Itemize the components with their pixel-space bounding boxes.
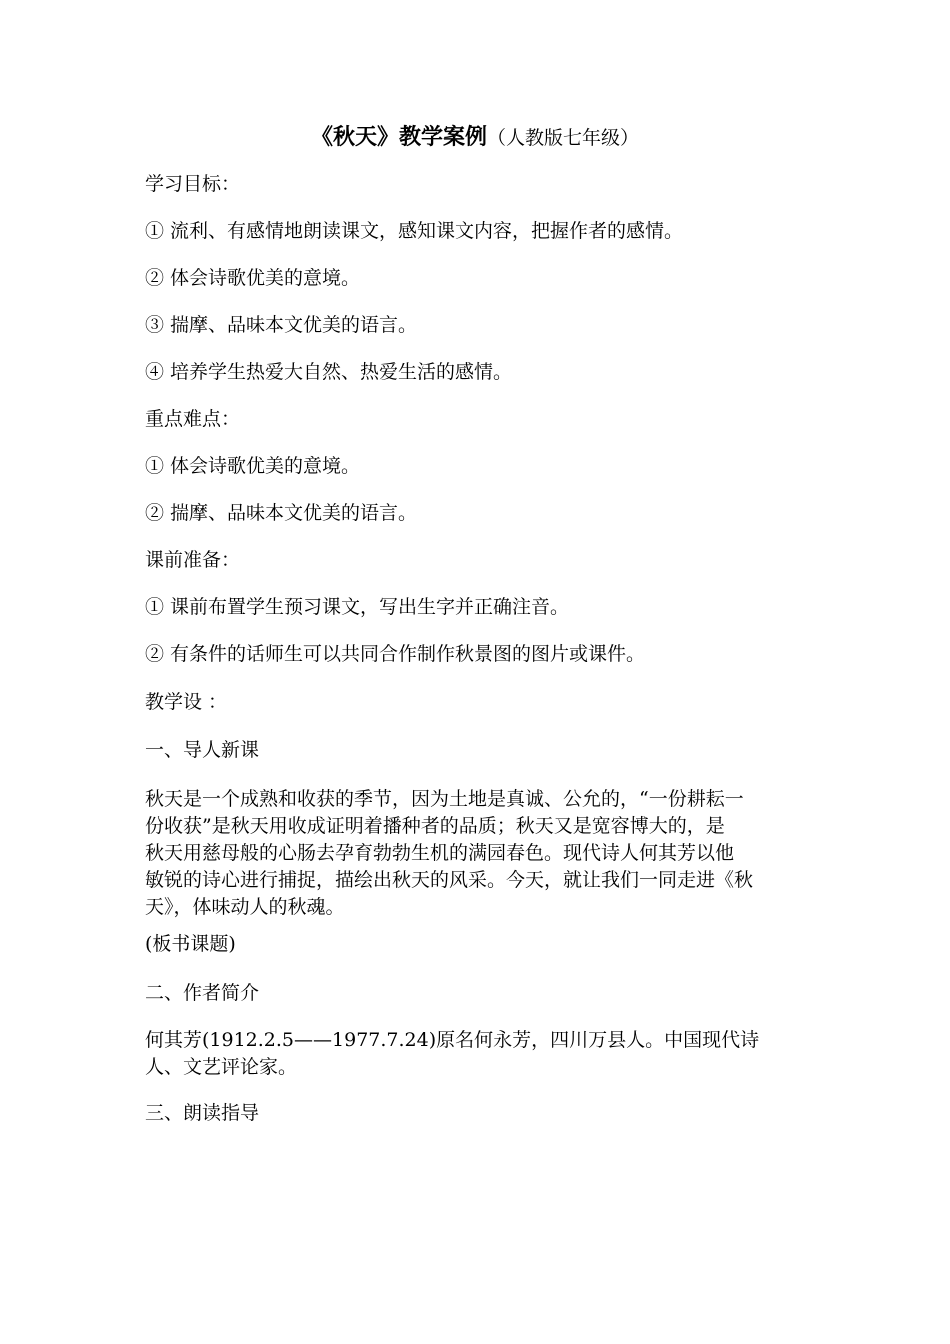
objective-item-3: ③ 揣摩、品味本文优美的语言。 — [145, 314, 418, 336]
title-main: 《秋天》教学案例 — [310, 124, 487, 150]
paragraph-line: 秋天是一个成熟和收获的季节，因为土地是真诚、公允的，“一份耕耘一 — [145, 788, 744, 810]
key-point-item-2: ② 揣摩、品味本文优美的语言。 — [145, 502, 418, 524]
paragraph-line: 人、文艺评论家。 — [145, 1056, 298, 1078]
board-note: (板书课题) — [145, 933, 236, 955]
preparation-heading: 课前准备： — [145, 549, 241, 571]
document-title — [0, 120, 950, 155]
section-1-heading: 一、导人新课 — [145, 739, 260, 761]
paragraph-line: 份收获”是秋天用收成证明着播种者的品质；秋天又是宽容博大的，是 — [145, 815, 725, 837]
title-subtitle: （人教版七年级） — [487, 127, 640, 149]
section-2-heading: 二、作者简介 — [145, 982, 260, 1004]
section-1-paragraph — [145, 786, 810, 921]
objective-item-1: ① 流利、有感情地朗读课文，感知课文内容，把握作者的感情。 — [145, 220, 684, 242]
design-heading: 教学设 ： — [145, 691, 228, 713]
section-2-paragraph — [145, 1027, 810, 1081]
paragraph-line: 天》，体味动人的秋魂。 — [145, 896, 345, 918]
paragraph-line: 秋天用慈母般的心肠去孕育勃勃生机的满园春色。现代诗人何其芳以他 — [145, 842, 735, 864]
key-points-heading: 重点难点： — [145, 408, 241, 430]
paragraph-line: 何其芳(1912.2.5——1977.7.24)原名何永芳，四川万县人。中国现代诗 — [145, 1029, 760, 1051]
objective-item-4: ④ 培养学生热爱大自然、热爱生活的感情。 — [145, 361, 513, 383]
objectives-heading: 学习目标： — [145, 173, 241, 195]
preparation-item-1: ① 课前布置学生预习课文，写出生字并正确注音。 — [145, 596, 570, 618]
objective-item-2: ② 体会诗歌优美的意境。 — [145, 267, 361, 289]
section-3-heading: 三、朗读指导 — [145, 1102, 260, 1124]
preparation-item-2: ② 有条件的话师生可以共同合作制作秋景图的图片或课件。 — [145, 643, 646, 665]
paragraph-line: 敏锐的诗心进行捕捉，描绘出秋天的风采。今天，就让我们一同走进《秋 — [145, 869, 754, 891]
key-point-item-1: ① 体会诗歌优美的意境。 — [145, 455, 361, 477]
